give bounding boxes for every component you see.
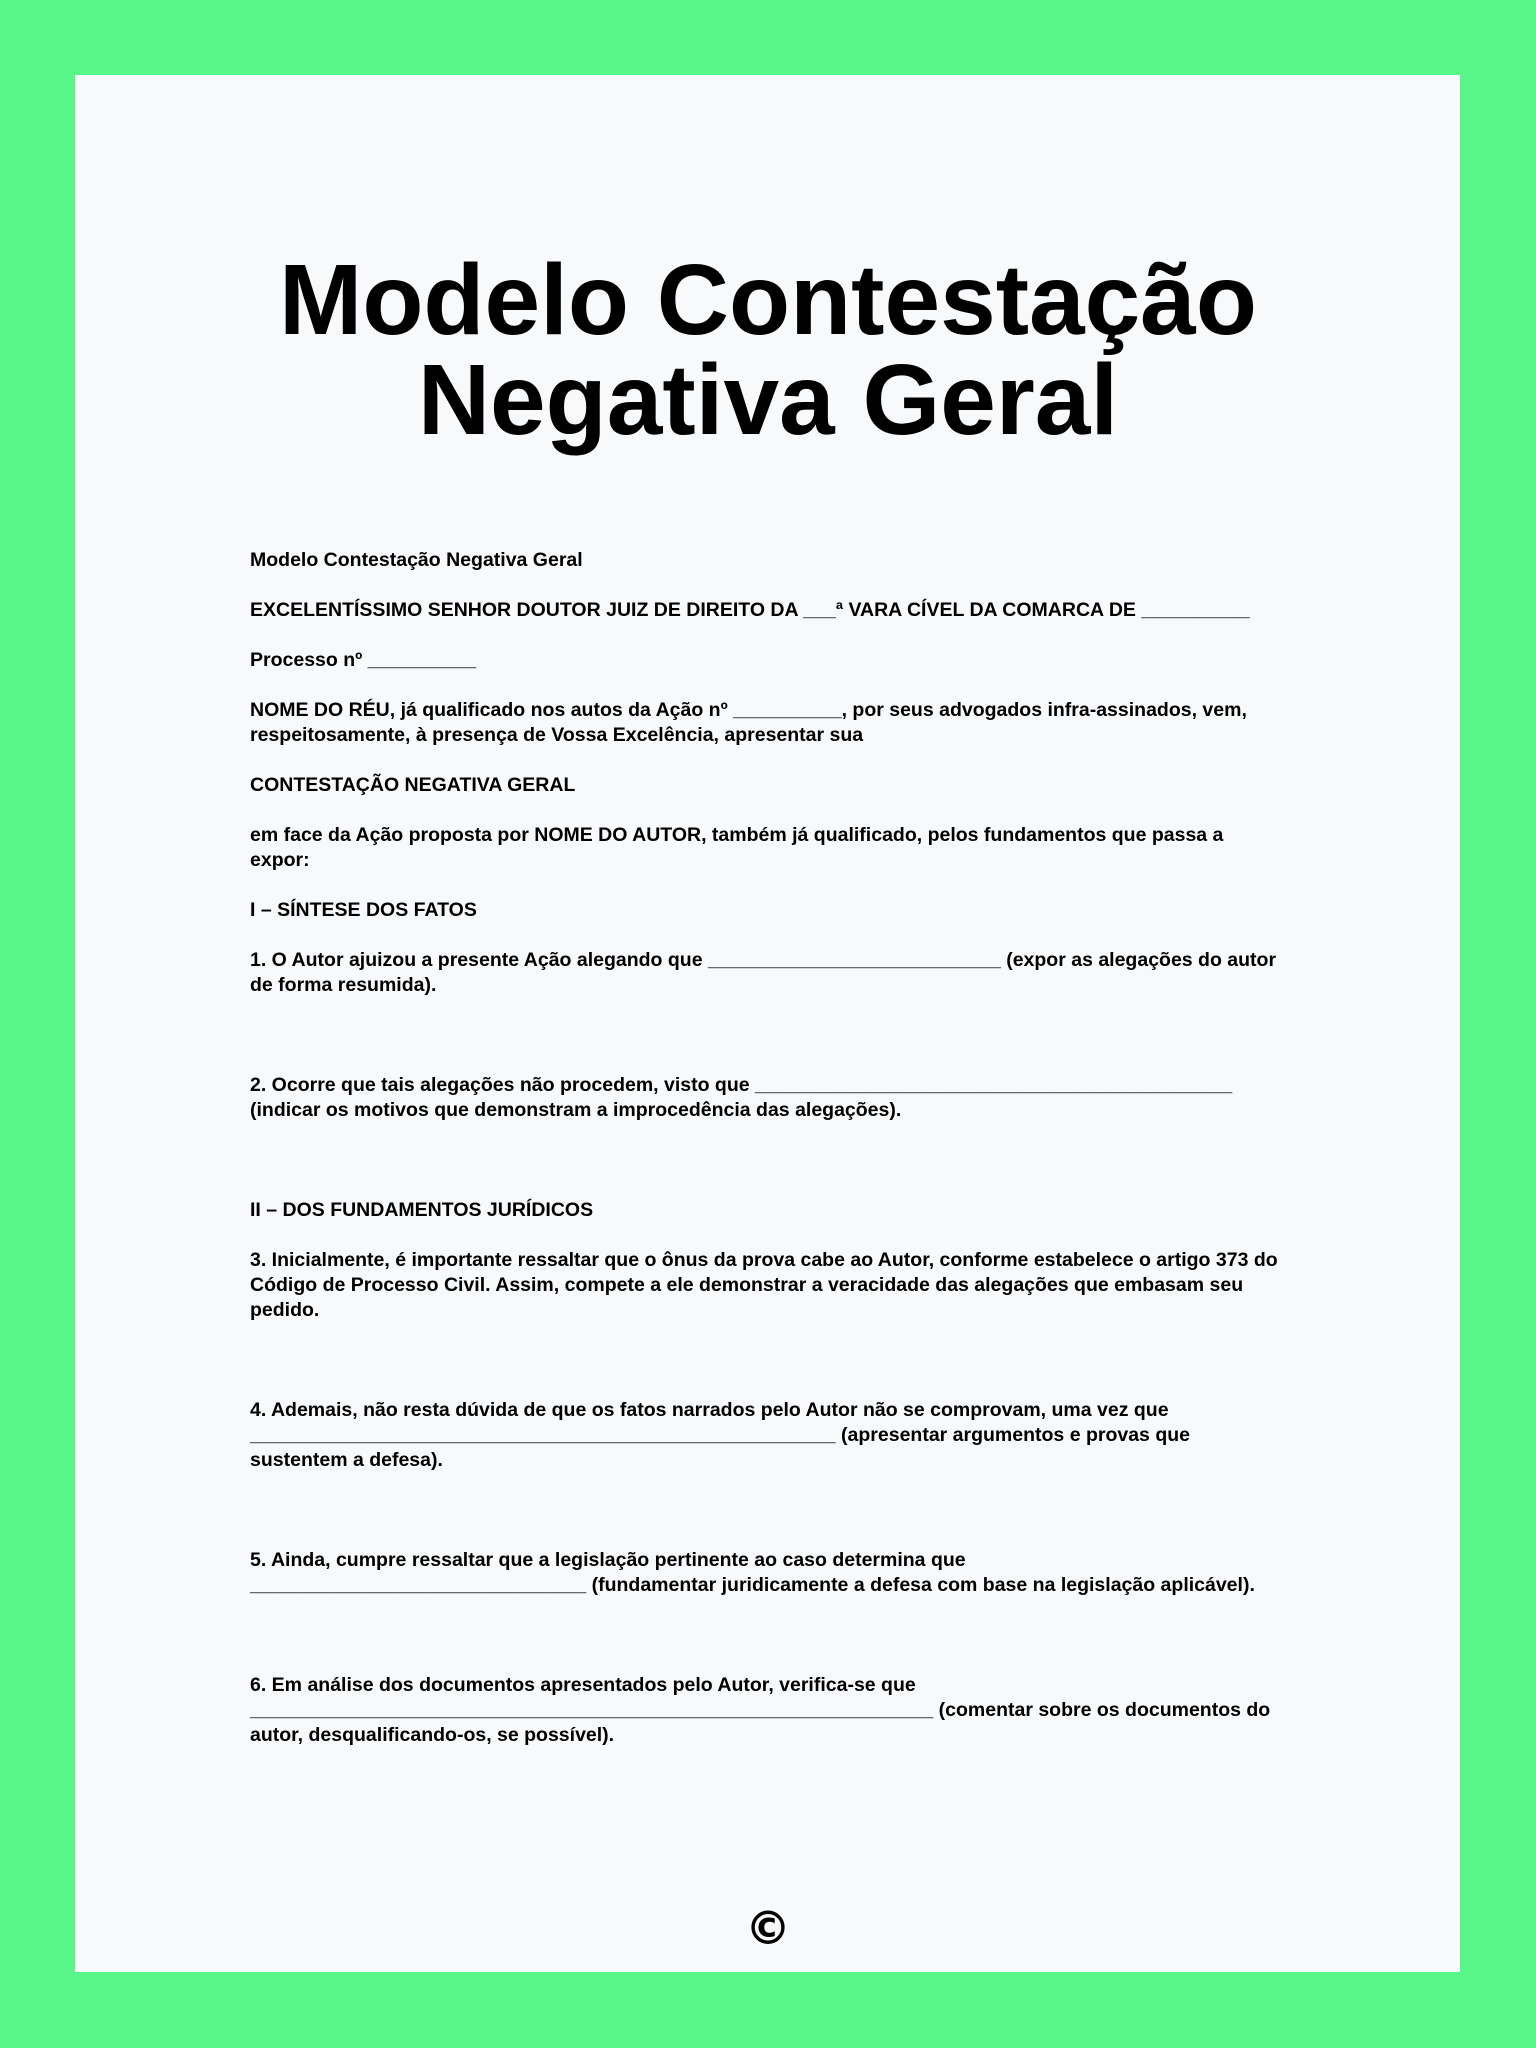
document-title	[0, 244, 1536, 456]
petition-type: CONTESTAÇÃO NEGATIVA GERAL	[250, 774, 576, 796]
section-heading-facts: I – SÍNTESE DOS FATOS	[250, 899, 477, 921]
petition-basis: em face da Ação proposta por NOME DO AUTOR, também já qualificado, pelos fundamentos que passa a expor:	[250, 824, 1224, 871]
document-body	[250, 548, 1280, 1773]
process-number: Processo nº __________	[250, 649, 477, 671]
paragraph-5: 5. Ainda, cumpre ressaltar que a legislação pertinente ao caso determina que _______________________________ (fundamentar juridicamente a defesa com base na legislação aplicável).	[250, 1549, 1255, 1596]
title-line-2: Negativa Geral	[417, 344, 1119, 456]
paragraph-1: 1. O Autor ajuizou a presente Ação alegando que ___________________________ (expor as alegações do autor de forma resumida).	[250, 949, 1277, 996]
paragraph-4: 4. Ademais, não resta dúvida de que os fatos narrados pelo Autor não se comprovam, uma vez que ______________________________________________________ (apresentar argumentos e provas que sustentem a defesa).	[250, 1399, 1190, 1471]
defendant-intro: NOME DO RÉU, já qualificado nos autos da Ação nº __________, por seus advogados infra-assinados, vem, respeitosamente, à presença de Vossa Excelência, apresentar sua	[250, 699, 1247, 746]
paragraph-6: 6. Em análise dos documentos apresentados pelo Autor, verifica-se que _______________________________________________________________ (comentar sobre os documentos do autor, desqualificando-os, se possível).	[250, 1674, 1271, 1746]
copyright-icon: ©	[745, 1901, 791, 1955]
body-heading: Modelo Contestação Negativa Geral	[250, 549, 583, 571]
section-heading-legal: II – DOS FUNDAMENTOS JURÍDICOS	[250, 1199, 594, 1221]
addressee: EXCELENTÍSSIMO SENHOR DOUTOR JUIZ DE DIREITO DA ___ª VARA CÍVEL DA COMARCA DE __________	[250, 599, 1250, 621]
paragraph-3: 3. Inicialmente, é importante ressaltar que o ônus da prova cabe ao Autor, conforme estabelece o artigo 373 do Código de Processo Civil. Assim, compete a ele demonstrar a veracidade das alegações que embasam seu pedido.	[250, 1249, 1278, 1321]
paragraph-2: 2. Ocorre que tais alegações não procedem, visto que ____________________________________________ (indicar os motivos que demonstram a improcedência das alegações).	[250, 1074, 1233, 1121]
title-line-1: Modelo Contestação	[279, 244, 1257, 356]
